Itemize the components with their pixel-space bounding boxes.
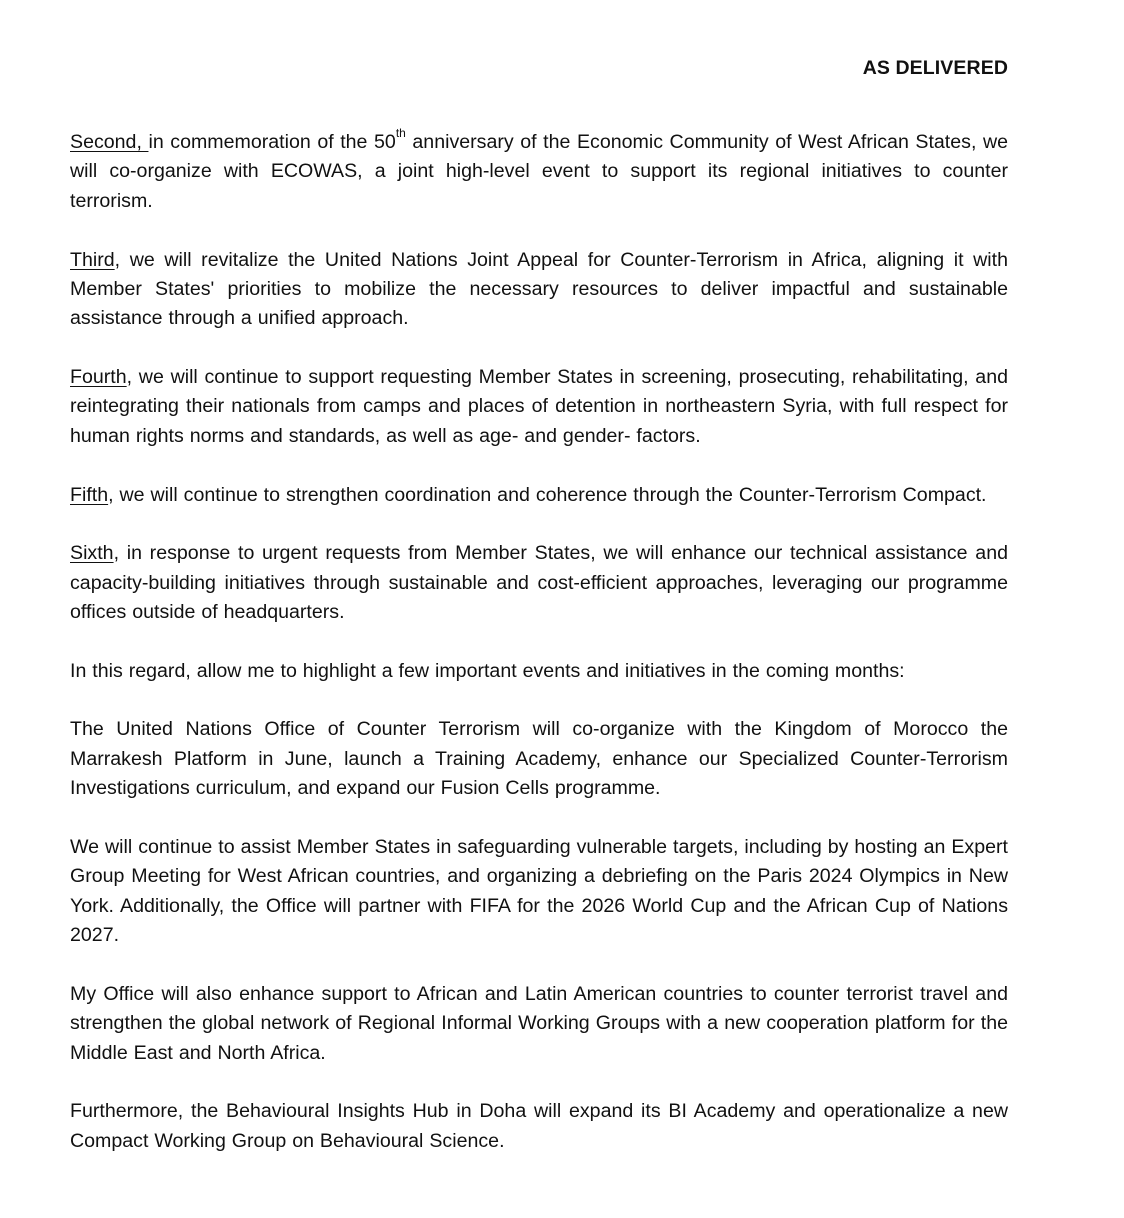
paragraph-vulnerable-targets: We will continue to assist Member States in safeguarding vulnerable targets, including by hosting an Expert Group Meeting for West African countries, and organizing a debriefing on the Paris 2024 Olympics in New York. Additionally, the Office will partner with FIFA for the 2026 World Cup and the African Cup of Nations 2027.	[70, 835, 1008, 947]
paragraph-text-fourth: , we will continue to support requesting Member States in screening, prosecuting, rehabilitating, and reintegrating their nationals from camps and places of detention in northeastern Syria, with full respect for human rights norms and standards, as well as age- and gender- factors.	[70, 366, 1008, 447]
paragraph-lead-fifth: Fifth	[70, 483, 109, 506]
paragraph-highlight-intro: In this regard, allow me to highlight a few important events and initiatives in the coming months:	[70, 659, 905, 682]
paragraph-marrakesh: The United Nations Office of Counter Terrorism will co-organize with the Kingdom of Morocco the Marrakesh Platform in June, launch a Training Academy, enhance our Specialized Counter-Terrorism Investigations curriculum, and expand our Fusion Cells programme.	[70, 718, 1008, 800]
paragraph-text-second-start: in commemoration of the 50	[148, 131, 396, 153]
paragraph-text-second-end: anniversary of the Economic Community of West African States, we will co-organize with ECOWAS, a joint high-level event to support its regional initiatives to counter terrorism.	[70, 131, 1009, 212]
paragraph-sixth	[70, 539, 1008, 627]
delivery-status-label: AS DELIVERED	[862, 57, 1008, 79]
paragraph-fifth	[70, 481, 1008, 510]
paragraph-lead-sixth: Sixth	[70, 542, 114, 565]
paragraph-lead-fourth: Fourth	[70, 366, 127, 389]
paragraph-text-third: , we will revitalize the United Nations Joint Appeal for Counter-Terrorism in Africa, aligning it with Member States' priorities to mobilize the necessary resources to deliver impactful and sustainable assistance through a unified approach.	[70, 248, 1008, 330]
paragraph-fourth	[70, 363, 1008, 451]
paragraph-third	[70, 246, 1008, 334]
paragraph-second	[70, 128, 1008, 216]
paragraph-text-sixth: , in response to urgent requests from Member States, we will enhance our technical assistance and capacity-building initiatives through sustainable and cost-efficient approaches, leveraging our programme offices outside of headquarters.	[70, 542, 1008, 624]
paragraph-travel: My Office will also enhance support to African and Latin American countries to counter terrorist travel and strengthen the global network of Regional Informal Working Groups with a new cooperation platform for the Middle East and North Africa.	[70, 982, 1008, 1064]
paragraph-lead-second: Second,	[70, 131, 149, 153]
paragraph-lead-third: Third	[70, 248, 115, 271]
paragraph-behavioural-insights: Furthermore, the Behavioural Insights Hub in Doha will expand its BI Academy and operationalize a new Compact Working Group on Behavioural Science.	[70, 1100, 1008, 1152]
paragraph-text-fifth: , we will continue to strengthen coordination and coherence through the Counter-Terrorism Compact.	[108, 483, 987, 506]
ordinal-superscript: th	[395, 126, 406, 141]
document-body	[70, 128, 1008, 1186]
